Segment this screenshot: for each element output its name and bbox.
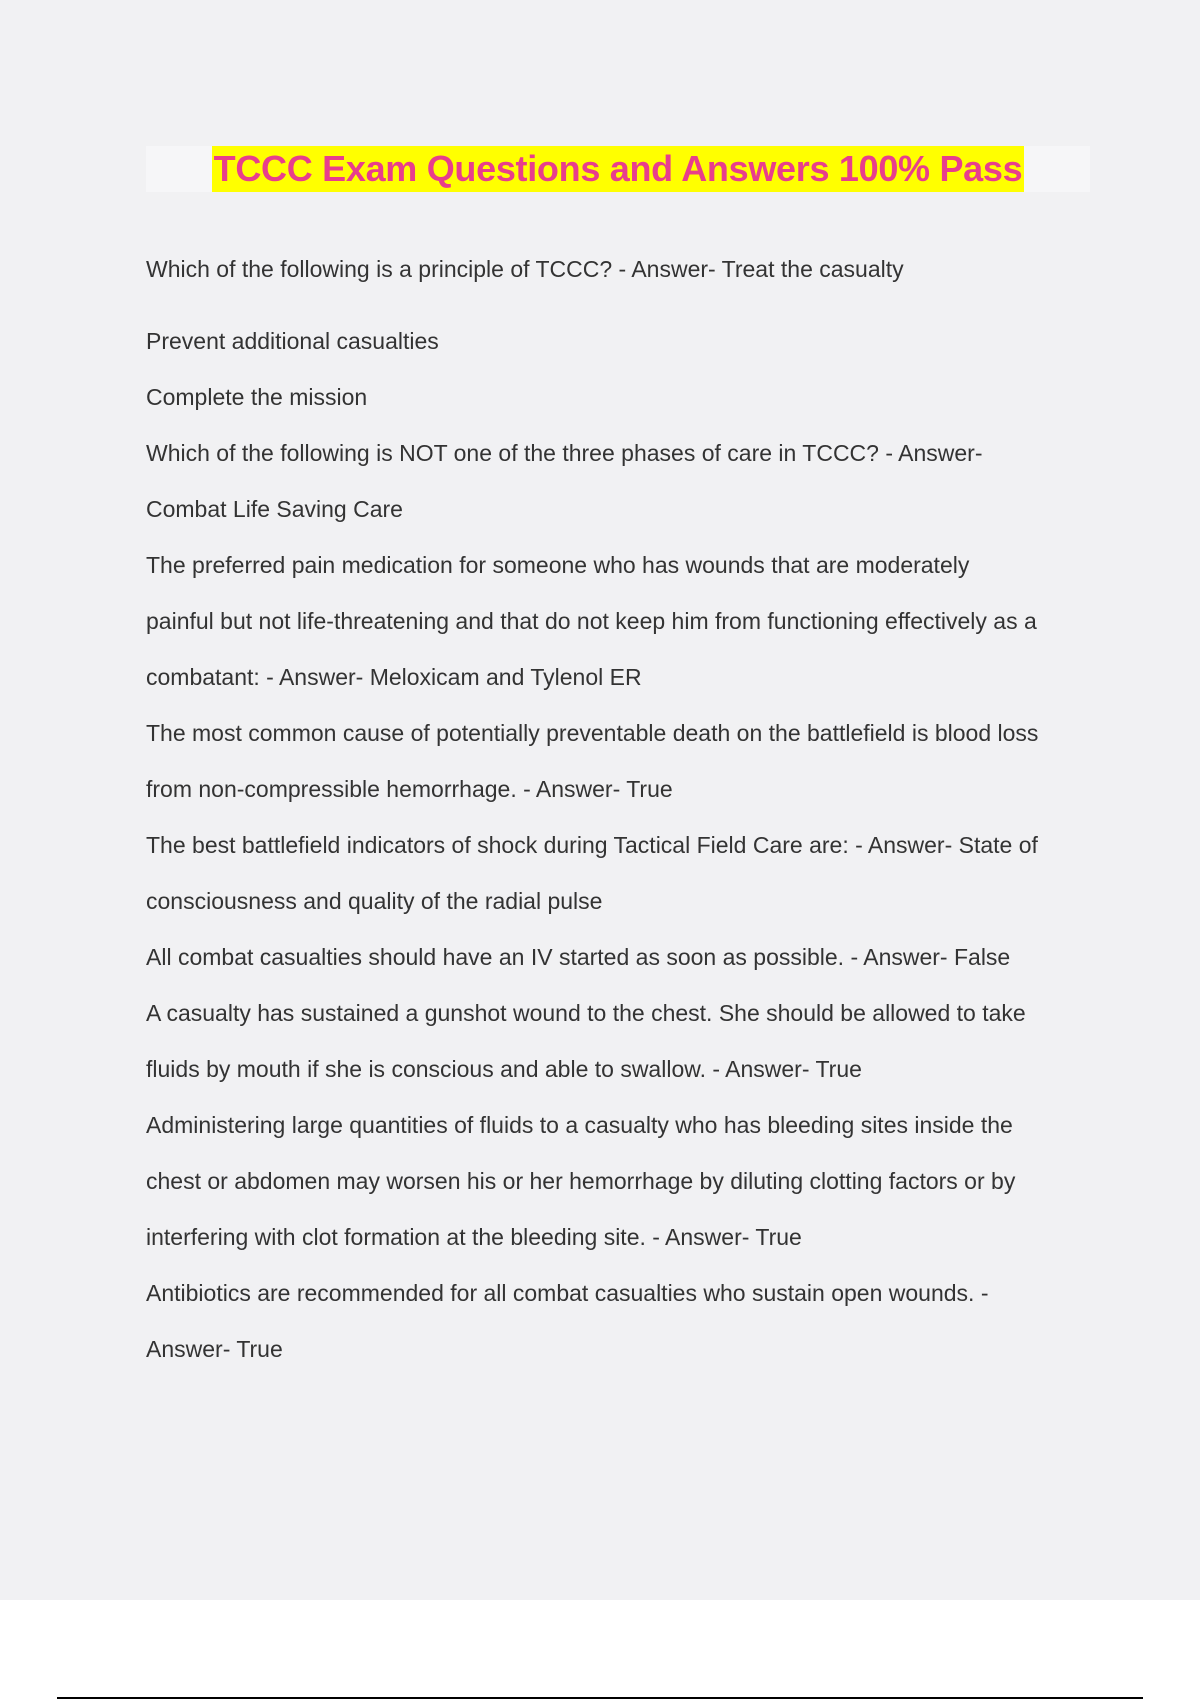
paragraph-gap	[146, 297, 1096, 313]
text-line: Answer- True	[146, 1336, 283, 1362]
text-line: The best battlefield indicators of shock during Tactical Field Care are: - Answer- State of	[146, 832, 1038, 858]
text-line: The most common cause of potentially preventable death on the battlefield is blood loss	[146, 720, 1039, 746]
text-line: Antibiotics are recommended for all combat casualties who sustain open wounds. -	[146, 1280, 989, 1306]
footer-divider	[57, 1697, 1143, 1699]
text-line: interfering with clot formation at the bleeding site. - Answer- True	[146, 1224, 802, 1250]
title-banner	[146, 146, 1090, 192]
text-line: fluids by mouth if she is conscious and able to swallow. - Answer- True	[146, 1056, 862, 1082]
text-line: from non-compressible hemorrhage. - Answer- True	[146, 776, 673, 802]
text-line: The preferred pain medication for someone who has wounds that are moderately	[146, 552, 970, 578]
text-line: Which of the following is NOT one of the three phases of care in TCCC? - Answer-	[146, 440, 983, 466]
text-line: chest or abdomen may worsen his or her hemorrhage by diluting clotting factors or by	[146, 1168, 1016, 1194]
document-body	[146, 241, 1096, 1377]
document-title: TCCC Exam Questions and Answers 100% Pass	[212, 146, 1025, 192]
text-line: consciousness and quality of the radial pulse	[146, 888, 603, 914]
text-line: Which of the following is a principle of TCCC? - Answer- Treat the casualty	[146, 256, 904, 282]
text-line: Prevent additional casualties	[146, 328, 439, 354]
text-line: Complete the mission	[146, 384, 368, 410]
text-line: Combat Life Saving Care	[146, 496, 403, 522]
text-line: Administering large quantities of fluids to a casualty who has bleeding sites inside the	[146, 1112, 1013, 1138]
text-line: combatant: - Answer- Meloxicam and Tylenol ER	[146, 664, 642, 690]
text-line: painful but not life-threatening and that do not keep him from functioning effectively as a	[146, 608, 1037, 634]
text-line: A casualty has sustained a gunshot wound to the chest. She should be allowed to take	[146, 1000, 1026, 1026]
text-line: All combat casualties should have an IV started as soon as possible. - Answer- False	[146, 944, 1011, 970]
